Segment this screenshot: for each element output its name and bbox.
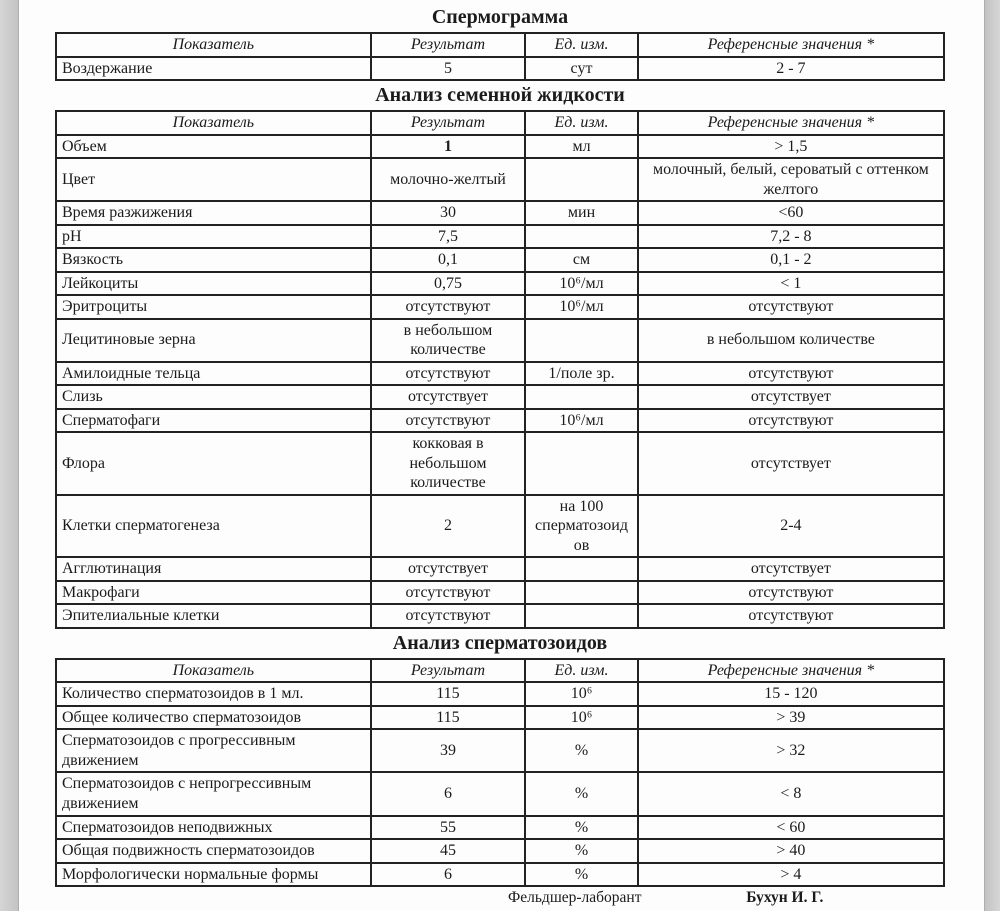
reference-cell: > 4 (638, 863, 944, 887)
reference-cell: < 1 (638, 272, 944, 296)
table-row (56, 816, 944, 840)
indicator-cell: Лейкоциты (56, 272, 371, 296)
indicator-cell: Сперматозоидов с прогрессивным движением (56, 729, 371, 772)
unit-cell (525, 319, 637, 362)
result-cell: 7,5 (371, 225, 526, 249)
unit-cell: сут (525, 57, 637, 81)
unit-cell (525, 581, 637, 605)
unit-cell: % (525, 772, 637, 815)
reference-cell: > 39 (638, 706, 944, 730)
reference-cell: < 60 (638, 816, 944, 840)
indicator-cell: Эпителиальные клетки (56, 604, 371, 628)
table-row (56, 319, 944, 362)
table-row (56, 839, 944, 863)
result-cell: 2 (371, 495, 526, 558)
table-row (56, 385, 944, 409)
table-row (56, 557, 944, 581)
reference-cell: отсутствует (638, 385, 944, 409)
table-row (56, 729, 944, 772)
reference-cell: отсутствует (638, 432, 944, 495)
reference-cell: в небольшом количестве (638, 319, 944, 362)
result-cell: отсутствует (371, 385, 526, 409)
indicator-cell: Слизь (56, 385, 371, 409)
report-section (55, 631, 945, 887)
reference-cell: отсутствуют (638, 362, 944, 386)
reference-cell: > 32 (638, 729, 944, 772)
result-cell: молочно-желтый (371, 158, 526, 201)
results-table (55, 32, 945, 81)
table-row (56, 706, 944, 730)
reference-cell: <60 (638, 201, 944, 225)
unit-cell: мл (525, 135, 637, 159)
column-header-unit: Ед. изм. (525, 33, 637, 57)
column-header-result: Результат (371, 33, 526, 57)
reference-cell: молочный, белый, сероватый с оттенком желтого (638, 158, 944, 201)
indicator-cell: Флора (56, 432, 371, 495)
table-row (56, 135, 944, 159)
column-header-result: Результат (371, 111, 526, 135)
unit-cell: % (525, 816, 637, 840)
table-row (56, 248, 944, 272)
report-sections (55, 5, 945, 887)
indicator-cell: Сперматозоидов неподвижных (56, 816, 371, 840)
report-section (55, 5, 945, 81)
result-cell: 5 (371, 57, 526, 81)
table-row (56, 158, 944, 201)
indicator-cell: Морфологически нормальные формы (56, 863, 371, 887)
unit-cell (525, 604, 637, 628)
result-cell: 115 (371, 706, 526, 730)
column-header-reference: Референсные значения * (638, 33, 944, 57)
unit-cell: 10⁶ (525, 682, 637, 706)
result-cell: отсутствуют (371, 362, 526, 386)
result-cell: в небольшом количестве (371, 319, 526, 362)
reference-cell: отсутствуют (638, 581, 944, 605)
result-cell: отсутствуют (371, 295, 526, 319)
results-table (55, 110, 945, 629)
indicator-cell: Объем (56, 135, 371, 159)
column-header-result: Результат (371, 659, 526, 683)
reference-cell: отсутствуют (638, 604, 944, 628)
column-header-reference: Референсные значения * (638, 111, 944, 135)
table-header-row (56, 659, 944, 683)
table-row (56, 604, 944, 628)
section-title: Спермограмма (431, 6, 569, 28)
indicator-cell: Эритроциты (56, 295, 371, 319)
unit-cell (525, 225, 637, 249)
unit-cell: см (525, 248, 637, 272)
unit-cell: 10⁶ (525, 706, 637, 730)
unit-cell (525, 432, 637, 495)
report-section (55, 83, 945, 629)
unit-cell: 10⁶/мл (525, 409, 637, 433)
column-header-unit: Ед. изм. (525, 111, 637, 135)
scan-edge-right (984, 0, 1000, 911)
column-header-reference: Референсные значения * (638, 659, 944, 683)
column-header-indicator: Показатель (56, 659, 371, 683)
lab-technician-role-label: Фельдшер-лаборант (508, 889, 642, 907)
reference-cell: > 1,5 (638, 135, 944, 159)
unit-cell: 1/поле зр. (525, 362, 637, 386)
table-row (56, 225, 944, 249)
unit-cell: 10⁶/мл (525, 295, 637, 319)
indicator-cell: Общее количество сперматозоидов (56, 706, 371, 730)
reference-cell: 2 - 7 (638, 57, 944, 81)
indicator-cell: Вязкость (56, 248, 371, 272)
column-header-indicator: Показатель (56, 33, 371, 57)
table-row (56, 409, 944, 433)
result-cell: 6 (371, 772, 526, 815)
reference-cell: > 40 (638, 839, 944, 863)
reference-cell: 7,2 - 8 (638, 225, 944, 249)
unit-cell: на 100 сперматозоидов (525, 495, 637, 558)
unit-cell (525, 557, 637, 581)
unit-cell: % (525, 839, 637, 863)
result-cell: 30 (371, 201, 526, 225)
result-cell: 0,75 (371, 272, 526, 296)
result-cell: 1 (371, 135, 526, 159)
result-cell: отсутствуют (371, 581, 526, 605)
indicator-cell: Воздержание (56, 57, 371, 81)
indicator-cell: Сперматофаги (56, 409, 371, 433)
indicator-cell: Агглютинация (56, 557, 371, 581)
column-header-indicator: Показатель (56, 111, 371, 135)
indicator-cell: Макрофаги (56, 581, 371, 605)
table-row (56, 362, 944, 386)
result-cell: 55 (371, 816, 526, 840)
result-cell: кокковая в небольшом количестве (371, 432, 526, 495)
indicator-cell: Цвет (56, 158, 371, 201)
reference-cell: отсутствуют (638, 295, 944, 319)
table-row (56, 772, 944, 815)
unit-cell (525, 158, 637, 201)
result-cell: 0,1 (371, 248, 526, 272)
column-header-unit: Ед. изм. (525, 659, 637, 683)
table-row (56, 581, 944, 605)
indicator-cell: Время разжижения (56, 201, 371, 225)
reference-cell: отсутствуют (638, 409, 944, 433)
indicator-cell: Сперматозоидов с непрогрессивным движением (56, 772, 371, 815)
table-row (56, 272, 944, 296)
table-header-row (56, 33, 944, 57)
unit-cell: % (525, 863, 637, 887)
indicator-cell: pH (56, 225, 371, 249)
indicator-cell: Клетки сперматогенеза (56, 495, 371, 558)
table-row (56, 682, 944, 706)
footer (55, 889, 945, 911)
unit-cell: 10⁶/мл (525, 272, 637, 296)
scan-edge-left (0, 0, 19, 911)
unit-cell: мин (525, 201, 637, 225)
indicator-cell: Лецитиновые зерна (56, 319, 371, 362)
unit-cell: % (525, 729, 637, 772)
table-row (56, 432, 944, 495)
result-cell: отсутствует (371, 557, 526, 581)
table-header-row (56, 111, 944, 135)
section-title: Анализ семенной жидкости (375, 84, 625, 107)
result-cell: отсутствуют (371, 604, 526, 628)
table-row (56, 201, 944, 225)
result-cell: 6 (371, 863, 526, 887)
indicator-cell: Общая подвижность сперматозоидов (56, 839, 371, 863)
reference-cell: 2-4 (638, 495, 944, 558)
reference-cell: отсутствует (638, 557, 944, 581)
result-cell: 39 (371, 729, 526, 772)
table-row (56, 295, 944, 319)
result-cell: отсутствуют (371, 409, 526, 433)
section-title: Анализ сперматозоидов (392, 631, 608, 654)
table-row (56, 495, 944, 558)
result-cell: 115 (371, 682, 526, 706)
result-cell: 45 (371, 839, 526, 863)
indicator-cell: Амилоидные тельца (56, 362, 371, 386)
reference-cell: 15 - 120 (638, 682, 944, 706)
indicator-cell: Количество сперматозоидов в 1 мл. (56, 682, 371, 706)
reference-cell: < 8 (638, 772, 944, 815)
reference-cell: 0,1 - 2 (638, 248, 944, 272)
lab-technician-name: Бухун И. Г. (746, 889, 824, 907)
table-row (56, 57, 944, 81)
table-row (56, 863, 944, 887)
unit-cell (525, 385, 637, 409)
results-table (55, 658, 945, 887)
